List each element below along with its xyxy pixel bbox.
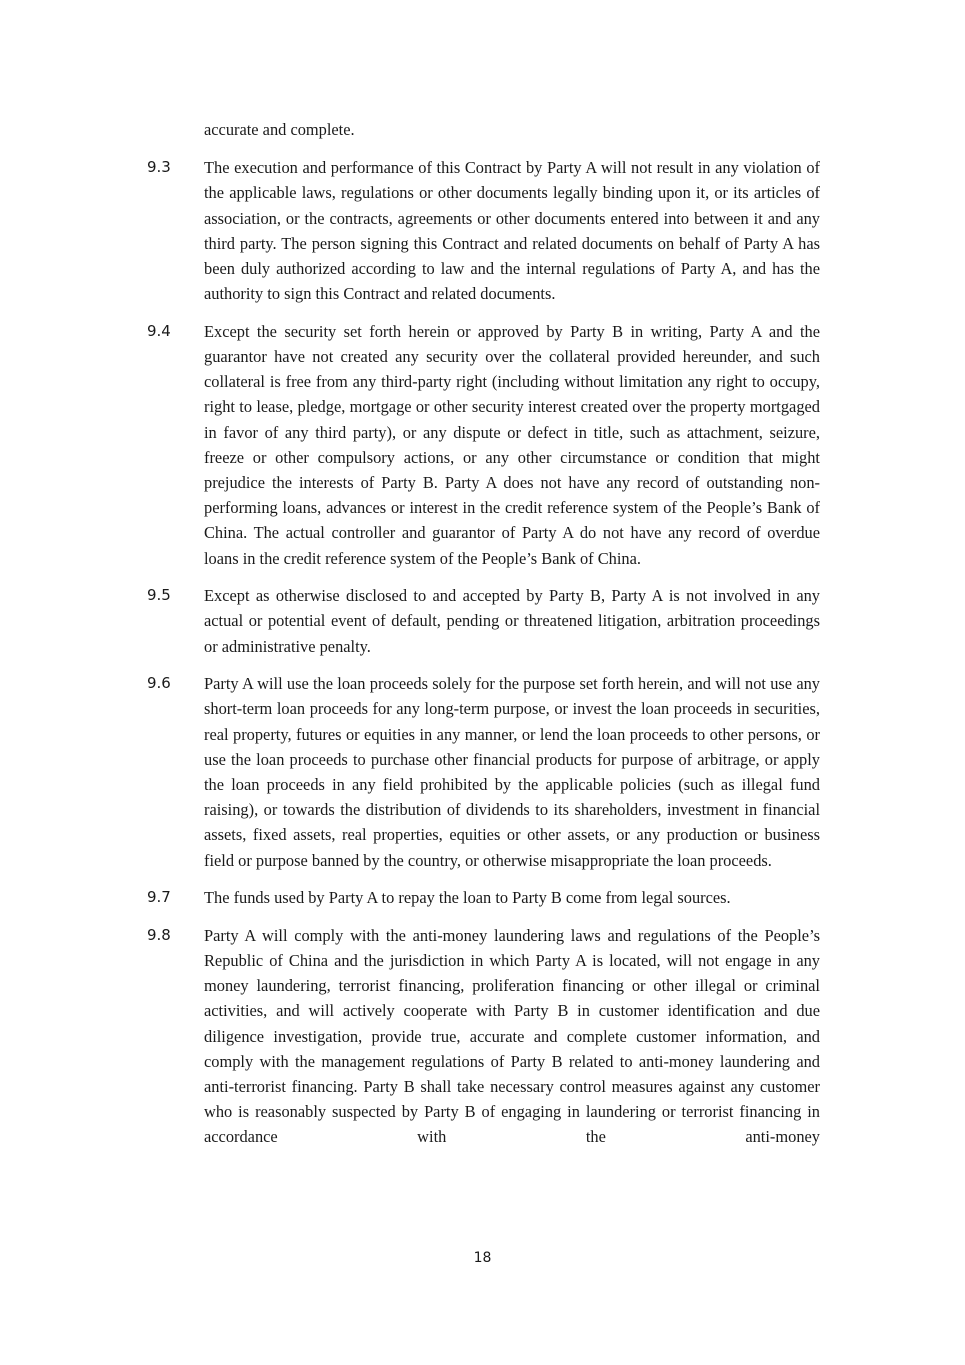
- clause-text: Party A will use the loan proceeds solely for the purpose set forth herein, and will not use any short-term loan proceeds for any long-term purpose, or invest the loan proceeds in securities, real property, futures or equities in any manner, or lend the loan proceeds to other persons, or use the loan proceeds to purchase other financial products for purpose of arbitrage, or apply the loan proceeds in any field prohibited by the applicable policies (such as illegal fund raising), or towards the distribution of dividends to its shareholders, investment in financial assets, fixed assets, real properties, equities or other assets, or any production or business field or purpose banned by the country, or otherwise misappropriate the loan proceeds.: [204, 674, 820, 870]
- clause-9-5: [147, 583, 820, 659]
- clause-number: 9.3: [147, 158, 171, 177]
- continued-paragraph: accurate and complete.: [204, 120, 355, 139]
- clause-number: 9.4: [147, 321, 171, 340]
- clause-number: 9.5: [147, 586, 171, 605]
- clause-number: 9.6: [147, 674, 171, 693]
- clause-9-3: [147, 155, 820, 306]
- clause-9-7: [147, 885, 820, 910]
- clause-number: 9.7: [147, 888, 171, 907]
- clause-text: Except the security set forth herein or approved by Party B in writing, Party A and the guarantor have not created any security over the collateral provided hereunder, and such collateral is free from any third-party right (including without limitation any right to occupy, right to lease, pledge, mortgage or other security interest created over the property mortgaged in favor of any third party), or any dispute or defect in title, such as attachment, seizure, freeze or other compulsory actions, or any other circumstance or condition that might prejudice the interests of Party B. Party A does not have any record of outstanding non-performing loans, advances or interest in the credit reference system of the People’s Bank of China. The actual controller and guarantor of Party A do not have any record of overdue loans in the credit reference system of the People’s Bank of China.: [204, 321, 820, 568]
- clause-text: The execution and performance of this Contract by Party A will not result in any violation of the applicable laws, regulations or other documents legally binding upon it, or its articles of association, or the contracts, agreements or other documents entered into between it and any third party. The person signing this Contract and related documents on behalf of Party A has been duly authorized according to law and the internal regulations of Party A, and has the authority to sign this Contract and related documents.: [204, 158, 820, 304]
- clause-text: Party A will comply with the anti-money laundering laws and regulations of the People’s Republic of China and the jurisdiction in which Party A is located, will not engage in any money laundering, terrorist financing, proliferation financing or other illegal or criminal activities, and will actively cooperate with Party B in customer identification and due diligence investigation, provide true, accurate and complete customer information, and comply with the management regulations of Party B related to anti-money laundering and anti-terrorist financing. Party B shall take necessary control measures against any customer who is reasonably suspected by Party B of engaging in laundering or terrorist financing in accordance with the anti-money: [204, 925, 820, 1147]
- clause-9-4: [147, 319, 820, 571]
- document-body: [147, 117, 820, 1162]
- clause-number: 9.8: [147, 925, 171, 944]
- clause-text: The funds used by Party A to repay the loan to Party B come from legal sources.: [204, 888, 731, 908]
- clause-9-6: [147, 671, 820, 873]
- clause-9-8: [147, 923, 820, 1150]
- clause-text: Except as otherwise disclosed to and accepted by Party B, Party A is not involved in any actual or potential event of default, pending or threatened litigation, arbitration proceedings or administrative penalty.: [204, 586, 820, 656]
- page-number: 18: [473, 1250, 492, 1266]
